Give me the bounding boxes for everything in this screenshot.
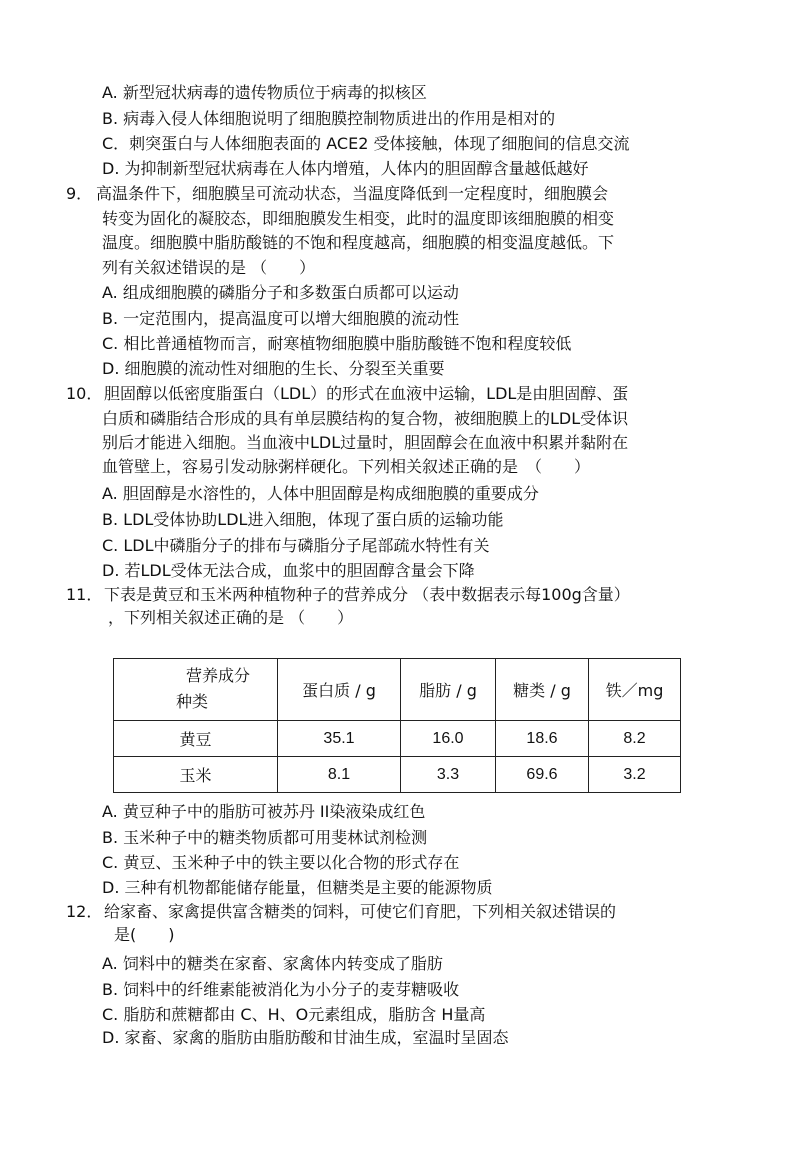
q10-number: 10． — [66, 384, 103, 403]
corner-label-species: 种类 — [176, 692, 209, 711]
q10-stem-line-1: 胆固醇以低密度脂蛋白（LDL）的形式在血液中运输，LDL是由胆固醇、蛋 — [104, 384, 629, 403]
header-iron: 铁／mg — [589, 659, 681, 721]
cell-value: 8.1 — [278, 757, 401, 793]
cell-value: 16.0 — [401, 721, 496, 757]
q12-option-b: B. 饲料中的纤维素能被消化为小分子的麦芽糖吸收 — [102, 980, 460, 999]
header-protein: 蛋白质 / g — [278, 659, 401, 721]
cell-value: 18.6 — [496, 721, 589, 757]
header-sugar: 糖类 / g — [496, 659, 589, 721]
q12-option-c: C. 脂肪和蔗糖都由 C、H、O元素组成，脂肪含 H量高 — [102, 1005, 486, 1024]
q10-option-a: A. 胆固醇是水溶性的，人体中胆固醇是构成细胞膜的重要成分 — [102, 484, 539, 503]
q12-option-a: A. 饲料中的糖类在家畜、家禽体内转变成了脂肪 — [102, 954, 443, 973]
q9-stem-line-2: 转变为固化的凝胶态，即细胞膜发生相变，此时的温度即该细胞膜的相变 — [102, 209, 615, 228]
q11-option-a: A. 黄豆种子中的脂肪可被苏丹 II染液染成红色 — [102, 802, 426, 821]
q10-stem-line-2: 白质和磷脂结合形成的具有单层膜结构的复合物，被细胞膜上的LDL受体识 — [102, 409, 629, 428]
cell-value: 35.1 — [278, 721, 401, 757]
q10-option-b: B. LDL受体协助LDL进入细胞，体现了蛋白质的运输功能 — [102, 510, 504, 529]
q10-option-d: D. 若LDL受体无法合成，血浆中的胆固醇含量会下降 — [102, 561, 475, 580]
q11-option-c: C. 黄豆、玉米种子中的铁主要以化合物的形式存在 — [102, 853, 460, 872]
row-name-soybean: 黄豆 — [114, 721, 278, 757]
q11-option-d: D. 三种有机物都能储存能量，但糖类是主要的能源物质 — [102, 878, 493, 897]
cell-value: 3.2 — [589, 757, 681, 793]
q8-option-c: C．刺突蛋白与人体细胞表面的 ACE2 受体接触，体现了细胞间的信息交流 — [102, 134, 630, 153]
q12-stem-line-1: 给家畜、家禽提供富含糖类的饲料，可使它们育肥，下列相关叙述错误的 — [104, 902, 617, 921]
row-name-corn: 玉米 — [114, 757, 278, 793]
table-corner-cell — [114, 659, 278, 721]
q9-option-c: C. 相比普通植物而言，耐寒植物细胞膜中脂肪酸链不饱和程度较低 — [102, 334, 572, 353]
q11-stem-line-2: ，下列相关叙述正确的是 （ ） — [108, 608, 354, 627]
q9-option-d: D. 细胞膜的流动性对细胞的生长、分裂至关重要 — [102, 359, 445, 378]
q8-option-d: D. 为抑制新型冠状病毒在人体内增殖，人体内的胆固醇含量越低越好 — [102, 159, 589, 178]
q12-number: 12． — [66, 902, 103, 921]
q9-number: 9． — [66, 184, 93, 203]
q9-option-b: B. 一定范围内，提高温度可以增大细胞膜的流动性 — [102, 309, 460, 328]
q11-number: 11． — [66, 585, 103, 604]
q8-option-a: A. 新型冠状病毒的遗传物质位于病毒的拟核区 — [102, 83, 427, 102]
q11-option-b: B. 玉米种子中的糖类物质都可用斐林试剂检测 — [102, 828, 428, 847]
q12-option-d: D. 家畜、家禽的脂肪由脂肪酸和甘油生成，室温时呈固态 — [102, 1028, 509, 1047]
q9-option-a: A. 组成细胞膜的磷脂分子和多数蛋白质都可以运动 — [102, 283, 459, 302]
table-row — [114, 757, 681, 793]
cell-value: 3.3 — [401, 757, 496, 793]
q12-stem-line-2: 是( ) — [114, 925, 175, 944]
q9-stem-line-1: 高温条件下，细胞膜呈可流动状态，当温度降低到一定程度时，细胞膜会 — [96, 184, 609, 203]
corner-label-nutrient: 营养成分 — [186, 666, 251, 685]
q9-stem-line-3: 温度。细胞膜中脂肪酸链的不饱和程度越高，细胞膜的相变温度越低。下 — [102, 233, 615, 252]
q11-stem-line-1: 下表是黄豆和玉米两种植物种子的营养成分 （表中数据表示每100g含量） — [104, 585, 630, 604]
table-header-row — [114, 659, 681, 721]
nutrition-table — [113, 658, 681, 793]
q10-option-c: C. LDL中磷脂分子的排布与磷脂分子尾部疏水特性有关 — [102, 536, 490, 555]
table-row — [114, 721, 681, 757]
cell-value: 8.2 — [589, 721, 681, 757]
q10-stem-line-3: 别后才能进入细胞。当血液中LDL过量时，胆固醇会在血液中积累并黏附在 — [102, 433, 629, 452]
q9-stem-line-4: 列有关叙述错误的是 （ ） — [102, 258, 316, 277]
header-fat: 脂肪 / g — [401, 659, 496, 721]
cell-value: 69.6 — [496, 757, 589, 793]
q8-option-b: B. 病毒入侵人体细胞说明了细胞膜控制物质进出的作用是相对的 — [102, 109, 556, 128]
q10-stem-line-4: 血管壁上，容易引发动脉粥样硬化。下列相关叙述正确的是 （ ） — [102, 457, 591, 476]
